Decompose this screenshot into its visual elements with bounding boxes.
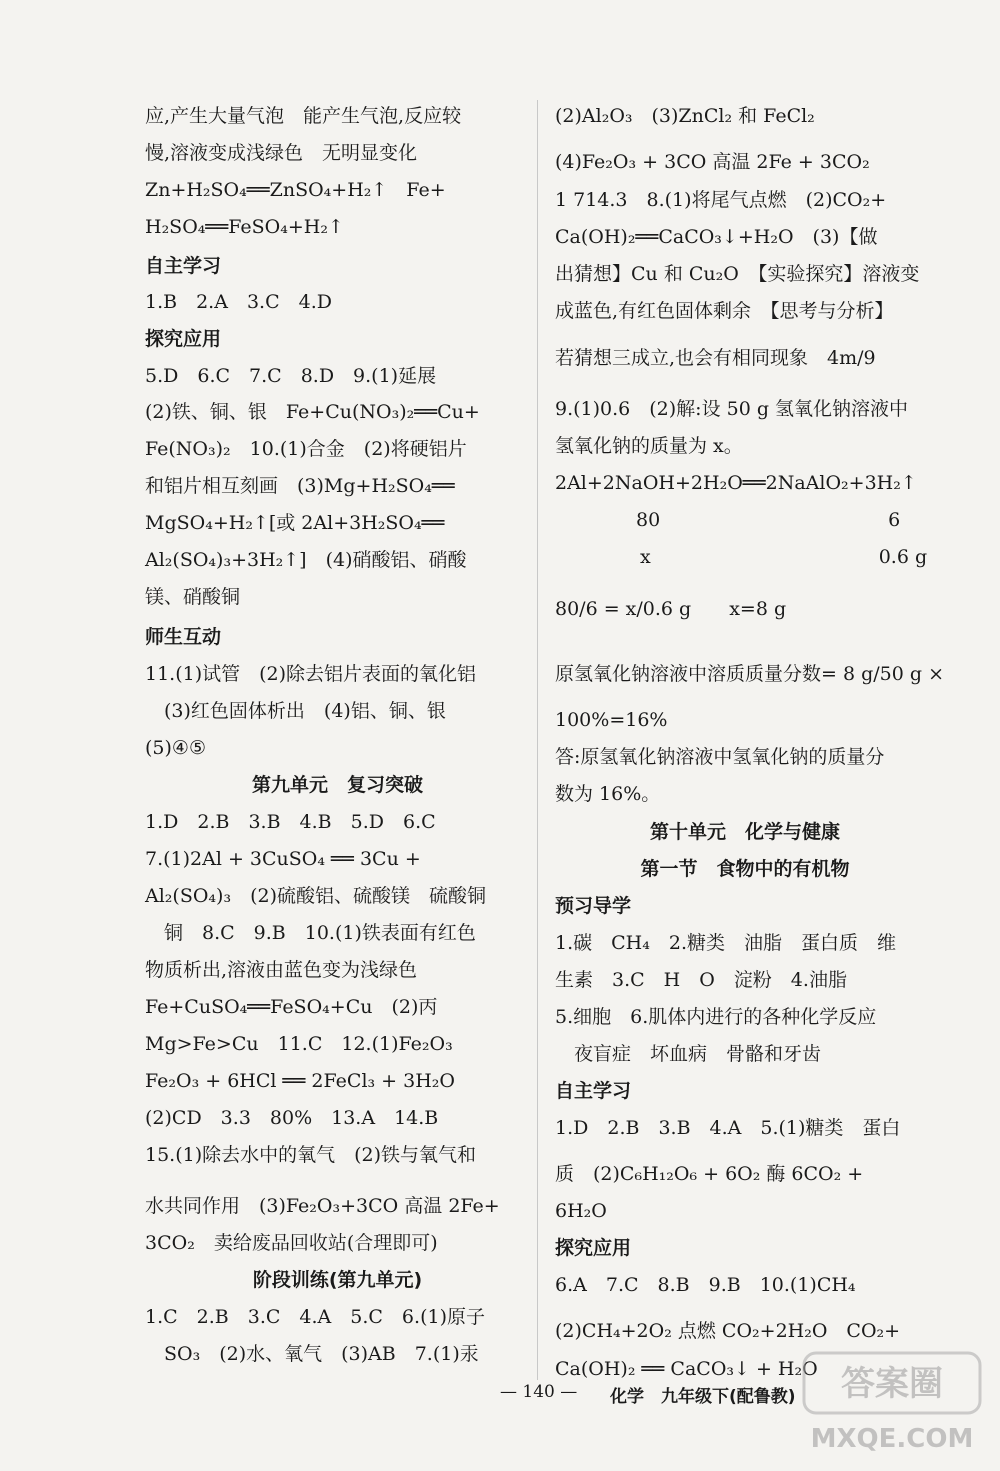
left-line: (3)红色固体析出 (4)铝、铜、银 <box>145 700 446 722</box>
section-heading: 探究应用 <box>145 328 222 350</box>
watermark <box>802 1349 982 1459</box>
left-line: Al₂(SO₄)₃+3H₂↑] (4)硝酸铝、硝酸 <box>145 549 467 571</box>
section-title: 第一节 食物中的有机物 <box>640 858 850 880</box>
left-line: 5.D 6.C 7.C 8.D 9.(1)延展 <box>145 365 437 387</box>
left-line: H₂SO₄══FeSO₄+H₂↑ <box>145 216 344 238</box>
right-line: 1.碳 CH₄ 2.糖类 油脂 蛋白质 维 <box>555 932 896 954</box>
column-divider <box>537 100 538 1380</box>
right-line: 若猜想三成立,也会有相同现象 4m/9 <box>555 347 876 369</box>
right-line: 6.A 7.C 8.B 9.B 10.(1)CH₄ <box>555 1274 856 1296</box>
left-line: (2)CD 3.3 80% 13.A 14.B <box>145 1107 439 1129</box>
right-line: 出猜想】Cu 和 Cu₂O 【实验探究】溶液变 <box>555 263 920 285</box>
left-line: Zn+H₂SO₄══ZnSO₄+H₂↑ Fe+ <box>145 179 446 201</box>
left-line: MgSO₄+H₂↑[或 2Al+3H₂SO₄══ <box>145 512 445 534</box>
right-line: (4)Fe₂O₃ + 3CO 高温 2Fe + 3CO₂ <box>555 151 870 173</box>
left-line: 镁、硝酸铜 <box>145 586 241 608</box>
unit-title: 第九单元 复习突破 <box>251 774 423 796</box>
right-line: Ca(OH)₂══CaCO₃↓+H₂O (3)【做 <box>555 226 878 248</box>
section-heading: 探究应用 <box>555 1237 632 1259</box>
left-line: (2)铁、铜、银 Fe+Cu(NO₃)₂══Cu+ <box>145 401 480 423</box>
left-line: (5)④⑤ <box>145 737 206 759</box>
left-line: 和铝片相互刻画 (3)Mg+H₂SO₄══ <box>145 475 455 497</box>
left-line: Fe+CuSO₄══FeSO₄+Cu (2)丙 <box>145 996 438 1018</box>
left-line: SO₃ (2)水、氧气 (3)AB 7.(1)汞 <box>145 1343 479 1365</box>
left-line: 3CO₂ 卖给废品回收站(合理即可) <box>145 1232 438 1254</box>
right-line: 1.D 2.B 3.B 4.A 5.(1)糖类 蛋白 <box>555 1117 901 1139</box>
watermark-logo-icon <box>802 1349 982 1459</box>
right-line: 9.(1)0.6 (2)解:设 50 g 氢氧化钠溶液中 <box>555 398 909 420</box>
right-line: 6H₂O <box>555 1200 607 1222</box>
watermark-url: MXQE.COM <box>810 1424 974 1454</box>
right-line: 100%=16% <box>555 709 668 731</box>
right-line: x 0.6 g <box>640 546 928 568</box>
page-number: — 140 — <box>500 1382 578 1402</box>
right-line: (2)CH₄+2O₂ 点燃 CO₂+2H₂O CO₂+ <box>555 1320 901 1342</box>
right-line: Ca(OH)₂ ══ CaCO₃↓ + H₂O <box>555 1358 818 1380</box>
left-line: 应,产生大量气泡 能产生气泡,反应较 <box>145 105 462 127</box>
right-line: 数为 16%。 <box>555 783 661 805</box>
unit-title: 阶段训练(第九单元) <box>252 1269 423 1291</box>
right-line: 5.细胞 6.肌体内进行的各种化学反应 <box>555 1006 877 1028</box>
left-line: 铜 8.C 9.B 10.(1)铁表面有红色 <box>145 922 476 944</box>
right-line: (2)Al₂O₃ (3)ZnCl₂ 和 FeCl₂ <box>555 105 815 127</box>
right-line: 1 714.3 8.(1)将尾气点燃 (2)CO₂+ <box>555 189 887 211</box>
right-line: 生素 3.C H O 淀粉 4.油脂 <box>555 969 847 991</box>
section-heading: 自主学习 <box>145 255 222 277</box>
left-line: 15.(1)除去水中的氧气 (2)铁与氧气和 <box>145 1144 477 1166</box>
unit-title: 第十单元 化学与健康 <box>649 821 840 843</box>
left-line: 1.B 2.A 3.C 4.D <box>145 291 332 313</box>
left-line: Al₂(SO₄)₃ (2)硫酸铝、硫酸镁 硫酸铜 <box>145 885 486 907</box>
book-label: 化学 九年级下(配鲁教) <box>610 1387 796 1407</box>
left-line: 7.(1)2Al + 3CuSO₄ ══ 3Cu + <box>145 848 421 870</box>
right-line: 答:原氢氧化钠溶液中氢氧化钠的质量分 <box>555 746 885 768</box>
section-heading: 预习导学 <box>555 895 632 917</box>
left-line: 11.(1)试管 (2)除去铝片表面的氧化铝 <box>145 663 477 685</box>
right-line: 成蓝色,有红色固体剩余 【思考与分析】 <box>555 300 894 322</box>
left-line: Fe(NO₃)₂ 10.(1)合金 (2)将硬铝片 <box>145 438 467 460</box>
left-line: 物质析出,溶液由蓝色变为浅绿色 <box>145 959 418 981</box>
left-line: 1.D 2.B 3.B 4.B 5.D 6.C <box>145 811 436 833</box>
left-line: 慢,溶液变成浅绿色 无明显变化 <box>145 142 418 164</box>
right-line: 80 6 <box>636 509 901 531</box>
left-line: Mg>Fe>Cu 11.C 12.(1)Fe₂O₃ <box>145 1033 453 1055</box>
section-heading: 师生互动 <box>145 626 222 648</box>
right-line: 80/6 = x/0.6 g x=8 g <box>555 598 787 620</box>
right-line: 氢氧化钠的质量为 x。 <box>555 435 743 457</box>
left-line: 水共同作用 (3)Fe₂O₃+3CO 高温 2Fe+ <box>145 1195 500 1217</box>
left-line: 1.C 2.B 3.C 4.A 5.C 6.(1)原子 <box>145 1306 485 1328</box>
right-line: 原氢氧化钠溶液中溶质质量分数= 8 g/50 g × <box>555 663 944 685</box>
section-heading: 自主学习 <box>555 1080 632 1102</box>
watermark-logo-text: 答案圈 <box>841 1364 943 1404</box>
right-line: 质 (2)C₆H₁₂O₆ + 6O₂ 酶 6CO₂ + <box>555 1163 864 1185</box>
left-line: Fe₂O₃ + 6HCl ══ 2FeCl₃ + 3H₂O <box>145 1070 455 1092</box>
right-line: 2Al+2NaOH+2H₂O══2NaAlO₂+3H₂↑ <box>555 472 917 494</box>
right-line: 夜盲症 坏血病 骨骼和牙齿 <box>555 1043 822 1065</box>
